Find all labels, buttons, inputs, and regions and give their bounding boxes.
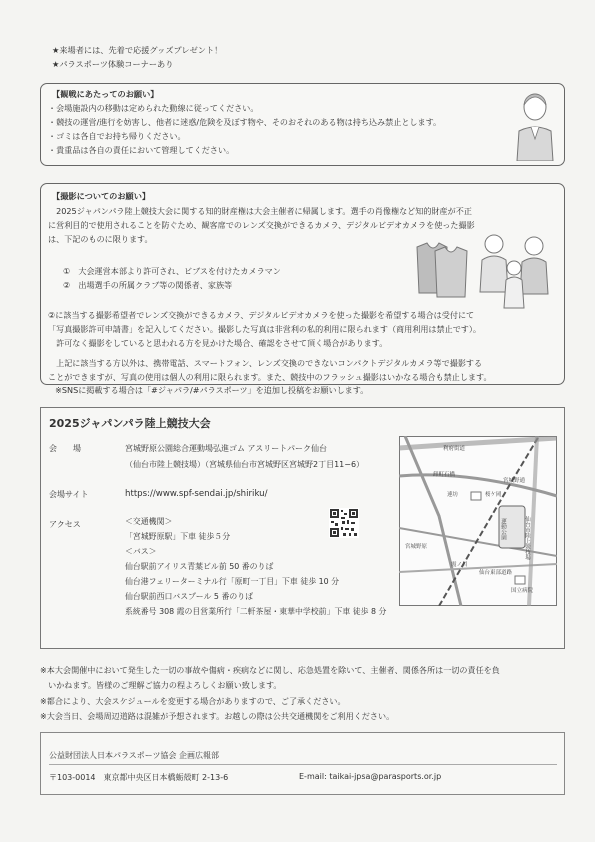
photo-notice-box xyxy=(40,183,565,385)
map-label-stadium: 仙台市陸上競技場 xyxy=(524,516,530,560)
footer-address: 〒103-0014 東京都中央区日本橋蛎殻町 2-13-6 xyxy=(49,773,229,782)
access-line: 系統番号 308 霞の目営業所行「二軒茶屋・東華中学校前」下車 徒歩 8 分 xyxy=(125,607,387,616)
access-line: ＜交通機関＞ xyxy=(125,517,173,526)
event-info-box xyxy=(40,407,565,649)
photo-sns-note: ※SNSに掲載する場合は「#ジャパラ/#パラスポーツ」を追加し投稿をお願いします。 xyxy=(47,385,369,395)
disclaimer-note: ※本大会開催中において発生した一切の事故や傷病・疾病などに関し、応急処置を除いて、主催者、関係各所は一切の責任を負 xyxy=(40,665,500,675)
contact-footer xyxy=(40,732,565,795)
venue-label: 会 場 xyxy=(49,444,81,453)
access-line: ＜バス＞ xyxy=(125,547,157,556)
watching-notice-box xyxy=(40,83,565,166)
map-label-miyaginohara-dori: 宮城野通 xyxy=(503,478,526,484)
bibs-illustration xyxy=(413,239,473,299)
access-line: 仙台駅前西口バスプール 5 番のりば xyxy=(125,592,254,601)
access-map[interactable] xyxy=(399,436,557,606)
photo-para3-line: ことができますが、写真の使用は個人の利用に限られます。また、競技中のフラッシュ撮影はいかなる場合も禁止します。 xyxy=(48,372,492,382)
photo-allowed-item: ① 大会運営本部より許可され、ビブスを付けたカメラマン xyxy=(63,266,281,276)
footer-email-link[interactable]: E-mail: taikai-jpsa@parasports.or.jp xyxy=(299,772,442,781)
map-label-shigeishibashi: 卸町石橋 xyxy=(433,472,456,478)
photo-para1-line: 2025ジャパンパラ陸上競技大会に関する知的財産権は大会主催者に帰属します。選手の肖像権など知的財産が不正 xyxy=(48,206,472,216)
site-url-link[interactable]: https://www.spf-sendai.jp/shiriku/ xyxy=(125,489,268,499)
footer-divider xyxy=(49,764,557,765)
access-line: 「宮城野原駅」下車 徒歩５分 xyxy=(125,532,231,541)
watching-item: ・会場施設内の移動は定められた動線に従ってください。 xyxy=(48,103,259,113)
disclaimer-note: いかねます。皆様のご理解ご協力の程よろしくお願い致します。 xyxy=(40,680,282,690)
qr-code[interactable] xyxy=(329,508,359,538)
family-illustration xyxy=(474,232,560,310)
photo-para3-line: 上記に該当する方以外は、携帯電話、スマートフォン、レンズ交換のできないコンパクトデジタルカメラ等で撮影する xyxy=(48,358,483,368)
photo-para2-line: 許可なく撮影をしていると思われる方を見かけた場合、確認をさせて頂く場合があります。 xyxy=(48,338,388,348)
map-label-east-road: 仙台東部道路 xyxy=(479,570,513,576)
map-label-sakuragaoka: 桜ケ岡 xyxy=(485,492,502,498)
map-label-station: 宮城野原 xyxy=(405,544,428,550)
photo-para1-line: は、下記のものに限ります。 xyxy=(48,234,153,244)
intro-experience: ★パラスポーツ体験コーナーあり xyxy=(52,59,174,69)
access-label: アクセス xyxy=(49,520,81,529)
map-label-rifu: 利府街道 xyxy=(443,446,466,452)
watching-item: ・ゴミは各自でお持ち帰りください。 xyxy=(48,131,186,141)
map-label-park: 運動公園 xyxy=(500,518,506,540)
watching-item: ・競技の運営/進行を妨害し、他者に迷惑/危険を及ぼす物や、そのおそれのある物は持ち込み禁止とします。 xyxy=(48,117,442,127)
map-label-renbo: 連坊 xyxy=(447,492,459,498)
map-label-hospital: 国立病院 xyxy=(511,588,534,594)
access-line: 仙台港フェリーターミナル行「原町一丁目」下車 徒歩 10 分 xyxy=(125,577,340,586)
watching-item: ・貴重品は各自の責任において管理してください。 xyxy=(48,145,235,155)
intro-goods: ★来場者には、先着で応援グッズプレゼント！ xyxy=(52,45,223,55)
venue-address: （仙台市陸上競技場）（宮城県仙台市宮城野区宮城野2丁目11−6） xyxy=(125,460,365,469)
footer-org: 公益財団法人日本パラスポーツ協会 企画広報部 xyxy=(49,751,219,760)
staff-illustration xyxy=(509,87,561,161)
photo-heading: 【撮影についてのお願い】 xyxy=(52,191,151,201)
photo-para2-line: ②に該当する撮影希望者でレンズ交換ができるカメラ、デジタルビデオカメラを使った撮影を希望する場合は受付にて xyxy=(48,310,475,320)
watching-heading: 【観戦にあたってのお願い】 xyxy=(52,89,159,99)
disclaimer-note: ※大会当日、会場周辺道路は混雑が予想されます。お越しの際は公共交通機関をご利用ください。 xyxy=(40,711,395,721)
photo-allowed-item: ② 出場選手の所属クラブ等の関係者、家族等 xyxy=(63,280,233,290)
venue-name: 宮城野原公園総合運動場弘進ゴム アスリートパーク仙台 xyxy=(125,444,328,453)
site-label: 会場サイト xyxy=(49,490,89,499)
event-title: 2025ジャパンパラ陸上競技大会 xyxy=(49,417,211,430)
photo-para1-line: に営利目的で使用されることを防ぐため、観客席でのレンズ交換ができるカメラ、デジタルビデオカメラを使った撮影 xyxy=(48,220,475,230)
disclaimer-note: ※都合により、大会スケジュールを変更する場合がありますので、ご了承ください。 xyxy=(40,696,346,706)
map-label-kashino: 霞ノ目 xyxy=(451,562,468,568)
photo-para2-line: 「写真撮影許可申請書」を記入してください。撮影した写真は非営利の私的利用に限られます（商用利用は禁止です）。 xyxy=(48,324,482,334)
access-line: 仙台駅前アイリス青葉ビル前 50 番のりば xyxy=(125,562,274,571)
